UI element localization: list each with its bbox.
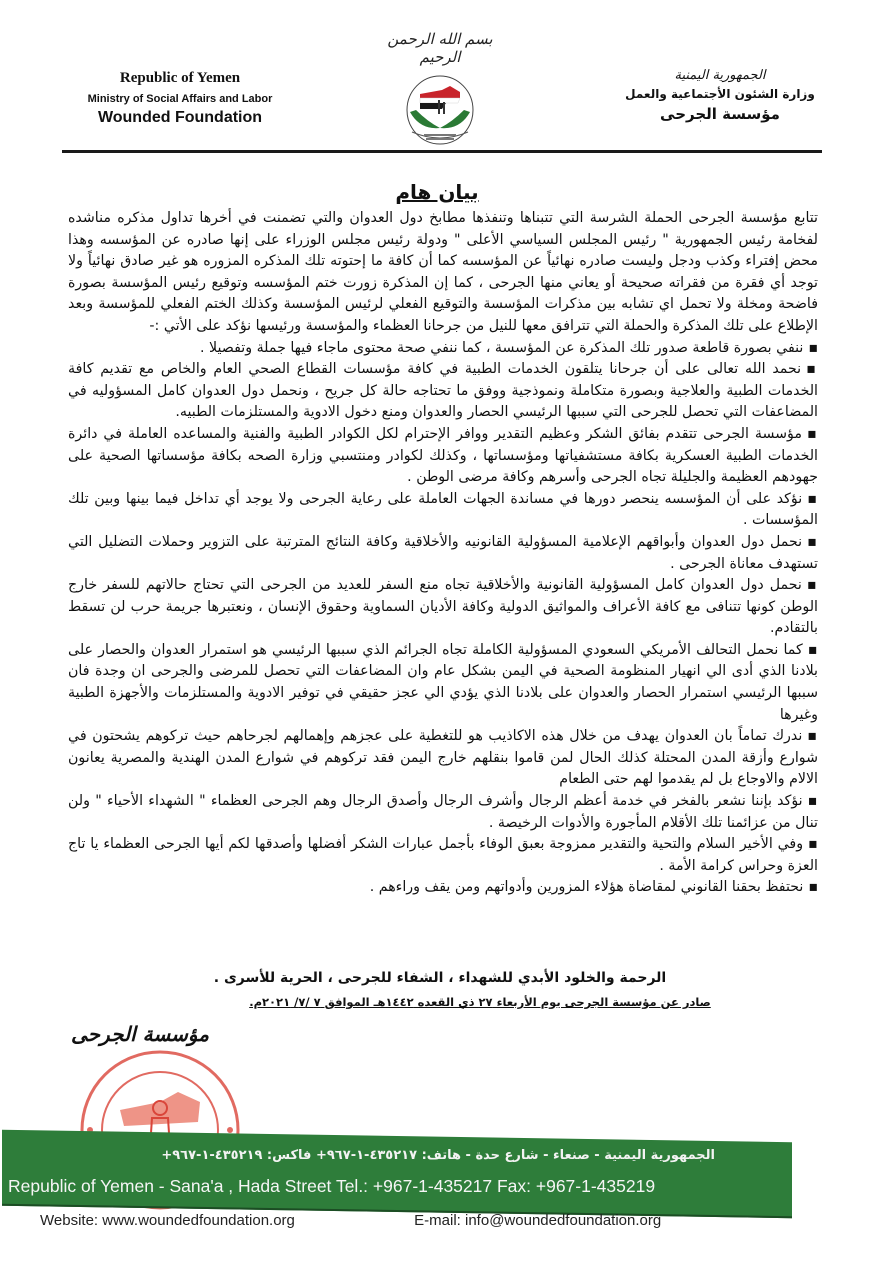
bullet-item: ▪ مؤسسة الجرحى تتقدم بفائق الشكر وعظيم التقدير ووافر الإحترام لكل الكوادر الطبية والفنية والمساعده العاملة في دائرة الخدمات الطبية العسكرية بكافة مستشفياتها ومؤسساتها ، وكذلك لكوادر ومنتسبي وزارة الصحه بكافة مؤسساتها الصحية على جهودهم العظيمة والجليلة تجاه الجرحى وأسرهم وكافة مرضى الوطن . <box>68 424 818 489</box>
bullet-item: ▪ ندرك تماماً بان العدوان يهدف من خلال هذه الاكاذيب هو للتغطية على عجزهم وإهمالهم لجرحاهم حيث تركوهم يشحتون في شوارع وأزقة المدن المحتلة كذلك الحال لمن قاموا بنقلهم خارج اليمن فقد تركوهم في شوارع المدن الهندية والمصرية يعانون الالام والاوجاع بل لم يقدموا لهم حتى الطعام <box>68 726 818 791</box>
closing-line: الرحمة والخلود الأبدي للشهداء ، الشفاء للجرحى ، الحرية للأسرى . <box>213 970 667 986</box>
bullet-item: ▪ وفي الأخير السلام والتحية والتقدير ممزوجة بعبق الوفاء بأجمل عبارات الشكر أفضلها وأصدقها لكم أيها الجرحى العظماء يا تاج العزة وحراس كرامة الأمة . <box>68 834 818 877</box>
bullet-item: ▪ نحمد الله تعالى على أن جرحانا يتلقون الخدمات الطبية في كافة مؤسسات القطاع الصحي العام والخاص مع تقديم كافة الخدمات الطبية والعلاجية وبصورة متكاملة ونموذجية ووفق ما تحتاجه حالة كل جريح ، ونحمل دول العدوان كامل المسؤوليه في المضاعفات التي تحصل للجرحى التي سببها الرئيسي الحصار والعدوان ومنع دخول الادوية والمستلزمات الطبيه. <box>68 359 818 424</box>
foundation-logo-icon <box>398 72 483 152</box>
footer-address-arabic: الجمهورية اليمنية - صنعاء - شارع حدة - هاتف: ٤٣٥٢١٧-١-٩٦٧+ فاكس: ٤٣٥٢١٩-١-٩٦٧+ <box>161 1148 715 1163</box>
foundation-name-en: Wounded Foundation <box>97 109 263 126</box>
contact-line <box>40 1212 740 1229</box>
intro-paragraph: تتابع مؤسسة الجرحى الحملة الشرسة التي تتبناها وتنفذها مطابخ دول العدوان والتي تضمنت في أخرها تداول مذكره مناشده لفخامة رئيس الجمهورية " رئيس المجلس السياسي الأعلى " ودولة رئيس مجلس الوزراء على إنها صادره عن المؤسسه وهذا محض إفتراء وكذب ودجل وليست صادره نهائياً عن المؤسسه كما أن كافة ما إحتوته تلك المذكره المزوره هو غير صادق نهائياً ولا توجد أي فقرة من فقراته صحيحة أو يعاني منها الجرحى ، كما إن المذكرة زورت ختم المؤسسه وتوقيع رئيس المؤسسة بصورة فاضحة ومخلة ولا تحمل اي تشابه بين مذكرات المؤسسة والتوقيع الفعلي لرئيس المؤسسة وكذلك الختم الفعلي للمؤسسة وبعد الإطلاع على تلك المذكرة والحملة التي تترافق معها للنيل من جرحانا العظماء والمؤسسة ورئيسها نؤكد على الأتي :- <box>68 210 818 334</box>
bullet-item: ▪ نؤكد بإننا نشعر بالفخر في خدمة أعظم الرجال وأشرف الرجال وأصدق الرجال وهم الجرحى العظماء " الشهداء الأحياء " ولن تنال من عزائمنا تلك الأقلام المأجورة والأدوات الرخيصة . <box>68 791 818 834</box>
signature-label: مؤسسة الجرحى <box>71 1022 209 1046</box>
footer-band <box>2 1130 792 1218</box>
letterhead-english <box>50 70 310 127</box>
bullet-item: ▪ نؤكد على أن المؤسسه ينحصر دورها في مساندة الجهات العاملة على رعاية الجرحى ولا يوجد أي تداخل فيما بينها وبين تلك المؤسسات . <box>68 489 818 532</box>
header-divider <box>62 150 822 153</box>
footer-address-english: Republic of Yemen - Sana'a , Hada Street Tel.: +967-1-435217 Fax: +967-1-435219 <box>8 1176 656 1196</box>
bullet-item: ▪ نحمل دول العدوان كامل المسؤولية القانونية والأخلاقية تجاه منع السفر للعديد من الجرحى التي تحتاج حالاتهم للسفر خارج الوطن كونها تتنافى مع كافة الأعراف والمواثيق الدولية وكافة الأديان السماوية وحقوق الإنسان ، ونعتبرها جريمة حرب لن تسقط بالتقادم. <box>68 575 818 640</box>
document-title: بيان هام <box>395 180 479 204</box>
country-name-ar: الجمهورية اليمنية <box>674 68 766 83</box>
statement-body <box>68 208 818 899</box>
foundation-name-ar: مؤسسة الجرحى <box>660 105 780 123</box>
bullet-item: ▪ ننفي بصورة قاطعة صدور تلك المذكرة عن المؤسسة ، كما ننفي صحة محتوى ماجاء فيها جملة وتفصيلا . <box>68 338 818 360</box>
basmala: بسم الله الرحمن الرحيم <box>387 30 493 66</box>
issued-date-line: صادر عن مؤسسة الجرحى يوم الأربعاء ٢٧ ذي القعده ١٤٤٢هـ الموافق ٧ /٧/ ٢٠٢١م. <box>249 995 711 1009</box>
bullet-item: ▪ نحمل دول العدوان وأبواقهم الإعلامية المسؤولية القانونيه والأخلاقية وكافة النتائج المترتبة على التزوير وحملات التضليل التي تستهدف معاناة الجرحى . <box>68 532 818 575</box>
letterhead-arabic <box>600 68 840 123</box>
ministry-name-en: Ministry of Social Affairs and Labor <box>87 93 273 105</box>
email-link[interactable]: E-mail: info@woundedfoundation.org <box>414 1212 662 1229</box>
bullet-item: ▪ نحتفظ بحقنا القانوني لمقاضاة هؤلاء المزورين وأدواتهم ومن يقف وراءهم . <box>68 877 818 899</box>
bullet-item: ▪ كما نحمل التحالف الأمريكي السعودي المسؤولية الكاملة تجاه الجرائم الذي سببها الرئيسي هو استمرار العدوان والحصار على بلادنا الذي أدى الي انهيار المنظومة الصحية في اليمن بشكل عام وان المضاعفات التي تحصل للمرضى والجرحى ان وجدة فان سببها الرئيسي استمرار الحصار والعدوان على بلادنا الذي يؤدي الي عجز حقيقي في توفير الادوية والمستلزمات والأجهزة الطبية وغيرها <box>68 640 818 726</box>
ministry-name-ar: وزارة الشئون الأجتماعية والعمل <box>625 87 815 101</box>
country-name-en: Republic of Yemen <box>119 70 241 86</box>
website-link[interactable]: Website: www.woundedfoundation.org <box>40 1212 295 1229</box>
